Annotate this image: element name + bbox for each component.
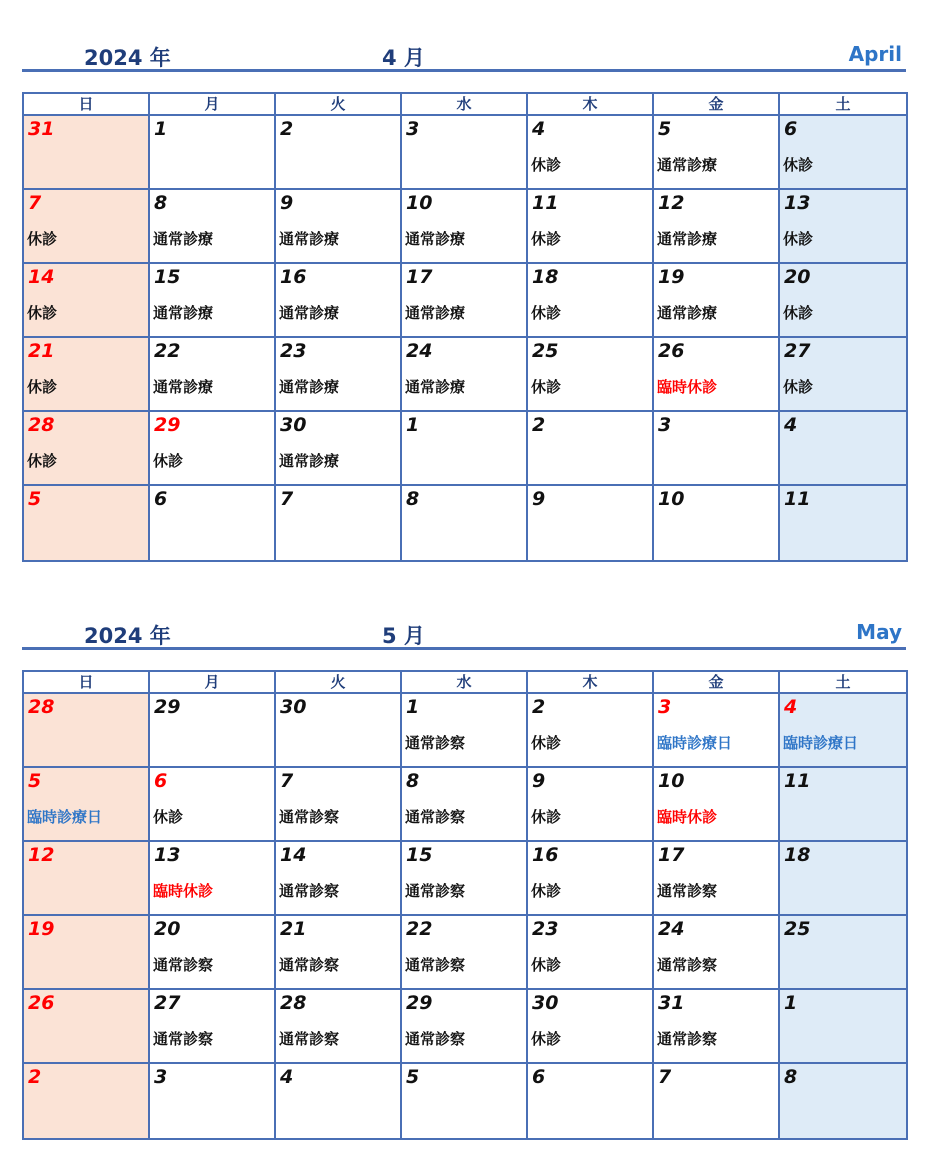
clinic-status: 休診 <box>153 808 184 826</box>
clinic-status: 通常診療 <box>279 378 340 396</box>
day-cell <box>780 264 906 338</box>
day-cell <box>654 264 780 338</box>
week-row <box>24 1064 906 1138</box>
clinic-status: 休診 <box>531 1030 562 1048</box>
day-cell <box>654 486 780 560</box>
day-cell <box>654 412 780 486</box>
day-cell <box>780 990 906 1064</box>
clinic-status: 通常診療 <box>657 304 718 322</box>
day-number: 25 <box>532 340 559 362</box>
year-label: 2024 年 <box>84 46 171 70</box>
day-cell <box>276 486 402 560</box>
clinic-status: 通常診療 <box>405 304 466 322</box>
day-number: 21 <box>280 918 307 940</box>
day-cell <box>654 1064 780 1138</box>
day-cell <box>276 694 402 768</box>
day-cell <box>276 842 402 916</box>
day-number: 10 <box>658 488 685 510</box>
day-number: 4 <box>784 414 798 436</box>
day-number: 2 <box>28 1066 42 1088</box>
day-number: 2 <box>280 118 294 140</box>
clinic-status: 休診 <box>531 956 562 974</box>
day-cell <box>276 412 402 486</box>
day-number: 10 <box>406 192 433 214</box>
day-number: 26 <box>658 340 685 362</box>
weekday-header: 日 <box>24 672 150 694</box>
day-cell <box>528 486 654 560</box>
clinic-status: 通常診察 <box>153 1030 214 1048</box>
clinic-status: 通常診療 <box>153 378 214 396</box>
day-cell <box>24 412 150 486</box>
day-number: 31 <box>28 118 55 140</box>
month-label: 5 月 <box>382 624 425 648</box>
day-cell <box>528 694 654 768</box>
weekday-header: 木 <box>528 94 654 116</box>
day-number: 15 <box>154 266 181 288</box>
day-number: 14 <box>28 266 55 288</box>
weekday-header: 火 <box>276 672 402 694</box>
day-cell <box>402 116 528 190</box>
clinic-status: 臨時休診 <box>657 808 718 826</box>
day-cell <box>402 264 528 338</box>
day-cell <box>276 916 402 990</box>
day-number: 9 <box>532 488 546 510</box>
day-cell <box>528 338 654 412</box>
day-number: 3 <box>658 414 672 436</box>
clinic-status: 通常診療 <box>657 156 718 174</box>
day-number: 18 <box>532 266 559 288</box>
weekday-header: 金 <box>654 672 780 694</box>
day-number: 30 <box>280 696 307 718</box>
day-cell <box>150 190 276 264</box>
clinic-status: 休診 <box>27 230 58 248</box>
day-number: 13 <box>154 844 181 866</box>
day-number: 7 <box>28 192 42 214</box>
day-number: 12 <box>28 844 55 866</box>
year-label: 2024 年 <box>84 624 171 648</box>
day-cell <box>780 486 906 560</box>
day-cell <box>402 694 528 768</box>
day-cell <box>276 264 402 338</box>
day-cell <box>528 916 654 990</box>
day-cell <box>24 190 150 264</box>
day-number: 24 <box>658 918 685 940</box>
day-number: 25 <box>784 918 811 940</box>
weekday-header: 水 <box>402 672 528 694</box>
week-row <box>24 116 906 190</box>
day-number: 30 <box>532 992 559 1014</box>
day-number: 28 <box>28 696 55 718</box>
clinic-status: 臨時休診 <box>657 378 718 396</box>
day-cell <box>654 694 780 768</box>
clinic-status: 臨時休診 <box>153 882 214 900</box>
week-row <box>24 486 906 560</box>
clinic-status: 休診 <box>27 378 58 396</box>
day-cell <box>276 990 402 1064</box>
clinic-status: 休診 <box>783 230 814 248</box>
day-number: 1 <box>784 992 798 1014</box>
day-cell <box>24 116 150 190</box>
day-cell <box>654 190 780 264</box>
day-number: 6 <box>784 118 798 140</box>
day-cell <box>402 916 528 990</box>
day-number: 5 <box>28 488 42 510</box>
clinic-status: 休診 <box>27 452 58 470</box>
clinic-status: 通常診察 <box>657 1030 718 1048</box>
day-number: 8 <box>784 1066 798 1088</box>
day-cell <box>780 338 906 412</box>
day-number: 1 <box>406 414 420 436</box>
day-number: 6 <box>154 770 168 792</box>
day-cell <box>654 768 780 842</box>
clinic-status: 臨時診療日 <box>783 734 859 752</box>
day-number: 22 <box>154 340 181 362</box>
day-number: 6 <box>532 1066 546 1088</box>
clinic-status: 通常診療 <box>279 304 340 322</box>
day-cell <box>24 916 150 990</box>
day-cell <box>276 768 402 842</box>
day-cell <box>780 116 906 190</box>
day-cell <box>654 916 780 990</box>
week-row <box>24 768 906 842</box>
day-cell <box>654 116 780 190</box>
day-cell <box>276 338 402 412</box>
weekday-header: 土 <box>780 94 906 116</box>
clinic-status: 通常診察 <box>405 882 466 900</box>
day-number: 15 <box>406 844 433 866</box>
day-cell <box>528 116 654 190</box>
clinic-status: 通常診療 <box>657 230 718 248</box>
clinic-status: 休診 <box>531 378 562 396</box>
week-row <box>24 842 906 916</box>
day-number: 4 <box>532 118 546 140</box>
day-cell <box>402 486 528 560</box>
weekday-header: 水 <box>402 94 528 116</box>
clinic-status: 通常診察 <box>405 808 466 826</box>
day-cell <box>528 842 654 916</box>
weekday-header-row <box>24 94 906 116</box>
day-number: 24 <box>406 340 433 362</box>
clinic-status: 通常診察 <box>405 734 466 752</box>
day-number: 22 <box>406 918 433 940</box>
day-number: 31 <box>658 992 685 1014</box>
month-april <box>22 36 906 510</box>
week-row <box>24 990 906 1064</box>
day-number: 11 <box>784 488 811 510</box>
clinic-status: 通常診察 <box>153 956 214 974</box>
day-number: 21 <box>28 340 55 362</box>
day-number: 4 <box>784 696 798 718</box>
day-cell <box>24 264 150 338</box>
clinic-status: 通常診療 <box>405 378 466 396</box>
day-number: 7 <box>280 488 294 510</box>
clinic-status: 通常診療 <box>153 304 214 322</box>
day-number: 9 <box>280 192 294 214</box>
clinic-status: 通常診療 <box>153 230 214 248</box>
clinic-status: 通常診察 <box>279 1030 340 1048</box>
day-number: 9 <box>532 770 546 792</box>
day-number: 6 <box>154 488 168 510</box>
day-cell <box>780 1064 906 1138</box>
day-cell <box>150 412 276 486</box>
clinic-status: 通常診察 <box>657 882 718 900</box>
day-number: 11 <box>532 192 559 214</box>
day-number: 23 <box>532 918 559 940</box>
day-cell <box>24 486 150 560</box>
week-row <box>24 916 906 990</box>
day-number: 2 <box>532 414 546 436</box>
week-row <box>24 338 906 412</box>
day-cell <box>528 768 654 842</box>
weekday-header: 木 <box>528 672 654 694</box>
clinic-status: 休診 <box>531 304 562 322</box>
day-cell <box>150 842 276 916</box>
clinic-status: 通常診察 <box>405 956 466 974</box>
day-number: 3 <box>406 118 420 140</box>
day-cell <box>150 916 276 990</box>
clinic-status: 休診 <box>783 304 814 322</box>
calendar-grid <box>22 92 908 562</box>
day-number: 16 <box>280 266 307 288</box>
day-number: 8 <box>406 770 420 792</box>
day-number: 7 <box>280 770 294 792</box>
day-number: 28 <box>280 992 307 1014</box>
clinic-status: 通常診療 <box>279 230 340 248</box>
day-number: 26 <box>28 992 55 1014</box>
day-number: 20 <box>154 918 181 940</box>
day-number: 19 <box>658 266 685 288</box>
day-cell <box>150 264 276 338</box>
day-cell <box>780 694 906 768</box>
week-row <box>24 264 906 338</box>
day-number: 16 <box>532 844 559 866</box>
day-number: 19 <box>28 918 55 940</box>
clinic-status: 通常診察 <box>279 808 340 826</box>
day-number: 17 <box>406 266 433 288</box>
day-cell <box>24 990 150 1064</box>
month-may <box>22 614 906 1088</box>
day-number: 20 <box>784 266 811 288</box>
day-cell <box>402 1064 528 1138</box>
day-number: 2 <box>532 696 546 718</box>
day-number: 13 <box>784 192 811 214</box>
day-number: 8 <box>406 488 420 510</box>
day-cell <box>780 768 906 842</box>
day-number: 17 <box>658 844 685 866</box>
day-cell <box>276 1064 402 1138</box>
week-row <box>24 412 906 486</box>
day-cell <box>150 1064 276 1138</box>
day-cell <box>402 412 528 486</box>
clinic-status: 休診 <box>27 304 58 322</box>
weekday-header: 金 <box>654 94 780 116</box>
month-english-label: May <box>856 620 902 644</box>
clinic-status: 通常診療 <box>279 452 340 470</box>
day-number: 7 <box>658 1066 672 1088</box>
clinic-status: 休診 <box>531 734 562 752</box>
day-number: 5 <box>658 118 672 140</box>
clinic-status: 通常診療 <box>405 230 466 248</box>
day-number: 8 <box>154 192 168 214</box>
day-number: 14 <box>280 844 307 866</box>
clinic-status: 休診 <box>783 156 814 174</box>
clinic-status: 休診 <box>531 882 562 900</box>
day-cell <box>24 338 150 412</box>
day-number: 4 <box>280 1066 294 1088</box>
day-cell <box>402 768 528 842</box>
clinic-status: 休診 <box>531 808 562 826</box>
weekday-header: 日 <box>24 94 150 116</box>
day-number: 1 <box>154 118 168 140</box>
day-number: 5 <box>406 1066 420 1088</box>
day-number: 18 <box>784 844 811 866</box>
day-cell <box>150 694 276 768</box>
day-cell <box>24 694 150 768</box>
month-label: 4 月 <box>382 46 425 70</box>
day-cell <box>402 842 528 916</box>
day-number: 11 <box>784 770 811 792</box>
day-cell <box>780 412 906 486</box>
day-cell <box>402 338 528 412</box>
week-row <box>24 694 906 768</box>
day-number: 27 <box>154 992 181 1014</box>
weekday-header: 土 <box>780 672 906 694</box>
day-number: 29 <box>154 414 181 436</box>
clinic-status: 通常診察 <box>279 956 340 974</box>
day-number: 27 <box>784 340 811 362</box>
day-cell <box>654 842 780 916</box>
weekday-header: 火 <box>276 94 402 116</box>
day-number: 3 <box>154 1066 168 1088</box>
clinic-status: 休診 <box>783 378 814 396</box>
day-cell <box>150 338 276 412</box>
day-number: 1 <box>406 696 420 718</box>
week-row <box>24 190 906 264</box>
month-header <box>22 36 906 72</box>
day-number: 30 <box>280 414 307 436</box>
day-cell <box>24 842 150 916</box>
day-cell <box>780 190 906 264</box>
day-cell <box>276 116 402 190</box>
day-cell <box>654 338 780 412</box>
day-cell <box>150 116 276 190</box>
clinic-status: 休診 <box>531 156 562 174</box>
day-cell <box>528 1064 654 1138</box>
weekday-header: 月 <box>150 94 276 116</box>
day-cell <box>150 990 276 1064</box>
day-cell <box>780 916 906 990</box>
day-number: 5 <box>28 770 42 792</box>
day-number: 3 <box>658 696 672 718</box>
clinic-status: 休診 <box>531 230 562 248</box>
day-cell <box>402 190 528 264</box>
day-number: 28 <box>28 414 55 436</box>
day-cell <box>528 990 654 1064</box>
clinic-status: 通常診察 <box>279 882 340 900</box>
day-cell <box>150 768 276 842</box>
day-cell <box>276 190 402 264</box>
day-number: 23 <box>280 340 307 362</box>
day-cell <box>402 990 528 1064</box>
day-cell <box>528 412 654 486</box>
clinic-status: 臨時診療日 <box>27 808 103 826</box>
clinic-status: 通常診察 <box>405 1030 466 1048</box>
day-cell <box>24 768 150 842</box>
calendar-grid <box>22 670 908 1140</box>
day-cell <box>528 264 654 338</box>
day-number: 12 <box>658 192 685 214</box>
day-number: 29 <box>154 696 181 718</box>
day-cell <box>528 190 654 264</box>
day-number: 29 <box>406 992 433 1014</box>
day-cell <box>150 486 276 560</box>
weekday-header-row <box>24 672 906 694</box>
day-cell <box>24 1064 150 1138</box>
clinic-status: 休診 <box>153 452 184 470</box>
month-english-label: April <box>848 42 902 66</box>
day-cell <box>780 842 906 916</box>
month-header <box>22 614 906 650</box>
day-number: 10 <box>658 770 685 792</box>
clinic-status: 通常診察 <box>657 956 718 974</box>
weekday-header: 月 <box>150 672 276 694</box>
clinic-status: 臨時診療日 <box>657 734 733 752</box>
day-cell <box>654 990 780 1064</box>
